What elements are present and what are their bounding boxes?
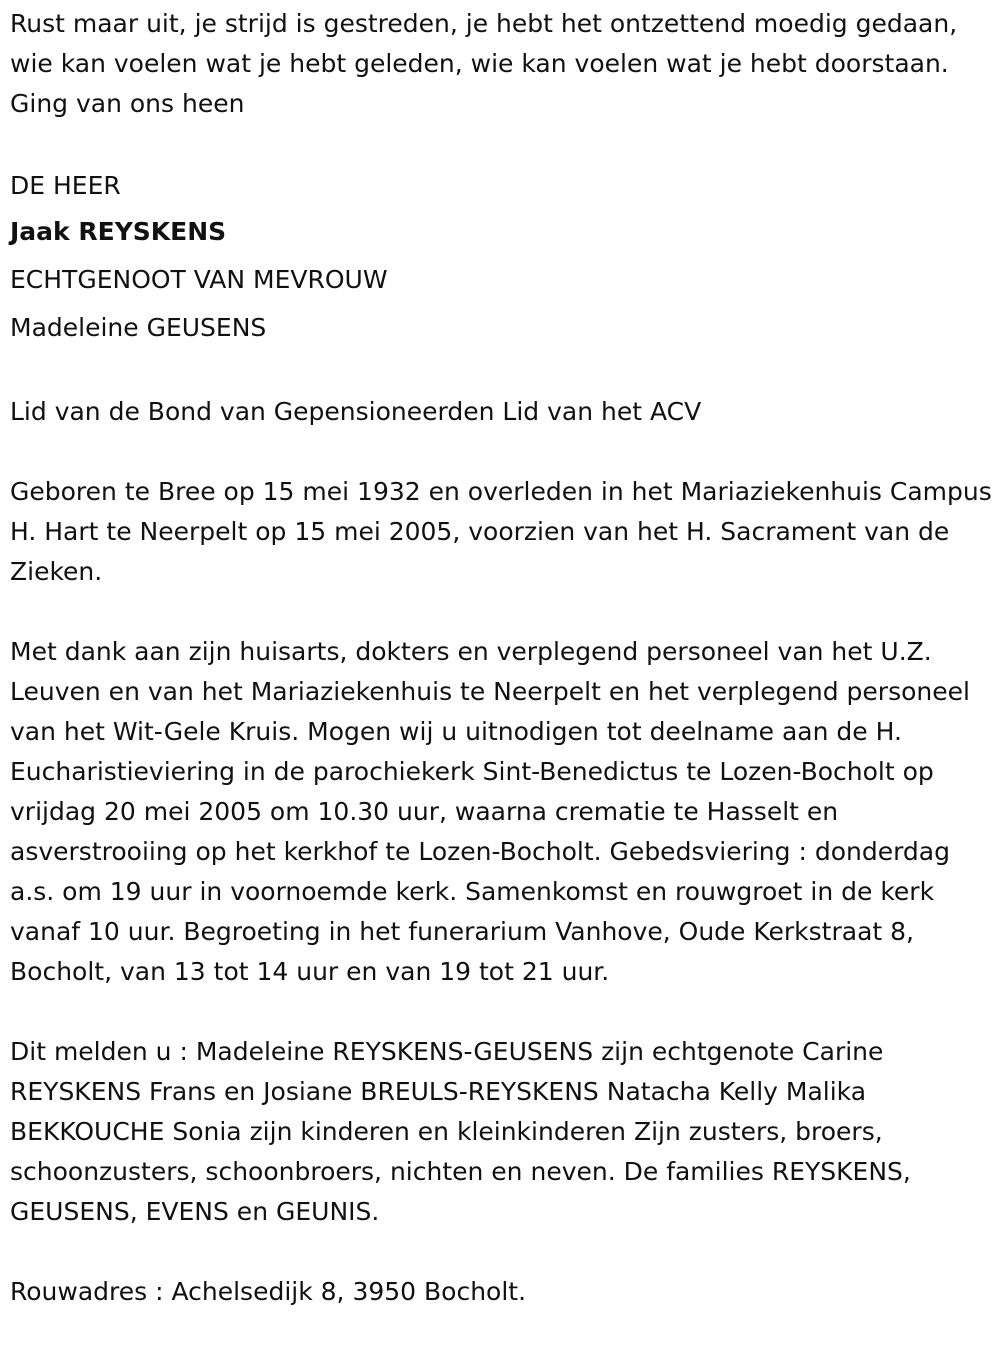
thanks-service-paragraph: Met dank aan zijn huisarts, dokters en verplegend personeel van het U.Z. Leuven en van het Mariaziekenhuis te Neerpelt en het verplegend personeel van het Wit-Gele Kruis. Mogen wij u uitnodigen tot deelname aan de H. Eucharistieviering in de parochiekerk Sint-Benedictus te Lozen-Bocholt op vrijdag 20 mei 2005 om 10.30 uur, waarna crematie te Hasselt en asverstrooiing op het kerkhof te Lozen-Bocholt. Gebedsviering : donderdag a.s. om 19 uur in voornoemde kerk. Samenkomst en rouwgroet in de kerk vanaf 10 uur. Begroeting in het funerarium Vanhove, Oude Kerkstraat 8, Bocholt, van 13 tot 14 uur en van 19 tot 21 uur. — [10, 637, 970, 986]
announcement-paragraph: Dit melden u : Madeleine REYSKENS-GEUSENS zijn echtgenote Carine REYSKENS Frans en Josiane BREULS-REYSKENS Natacha Kelly Malika BEKKOUCHE Sonia zijn kinderen en kleinkinderen Zijn zusters, broers, schoonzusters, schoonbroers, nichten en neven. De families REYSKENS, GEUSENS, EVENS en GEUNIS. — [10, 1037, 911, 1226]
spouse-name: Madeleine GEUSENS — [10, 313, 267, 342]
spacer — [10, 592, 1000, 632]
spacer — [10, 124, 1000, 164]
title-line: DE HEER — [10, 171, 121, 200]
membership-paragraph: Lid van de Bond van Gepensioneerden Lid van het ACV — [10, 397, 702, 426]
spacer — [10, 992, 1000, 1032]
spacer — [10, 352, 1000, 392]
spacer — [10, 1232, 1000, 1272]
intro-paragraph: Rust maar uit, je strijd is gestreden, je hebt het ontzettend moedig gedaan, wie kan voelen wat je hebt geleden, wie kan voelen wat je hebt doorstaan. Ging van ons heen — [10, 9, 958, 118]
spacer — [10, 432, 1000, 472]
birth-death-paragraph: Geboren te Bree op 15 mei 1932 en overleden in het Mariaziekenhuis Campus H. Hart te Neerpelt op 15 mei 2005, voorzien van het H. Sacrament van de Zieken. — [10, 477, 992, 586]
deceased-name: Jaak REYSKENS — [10, 217, 227, 246]
spouse-label: ECHTGENOOT VAN MEVROUW — [10, 265, 388, 294]
address-line: Rouwadres : Achelsedijk 8, 3950 Bocholt. — [10, 1277, 527, 1306]
